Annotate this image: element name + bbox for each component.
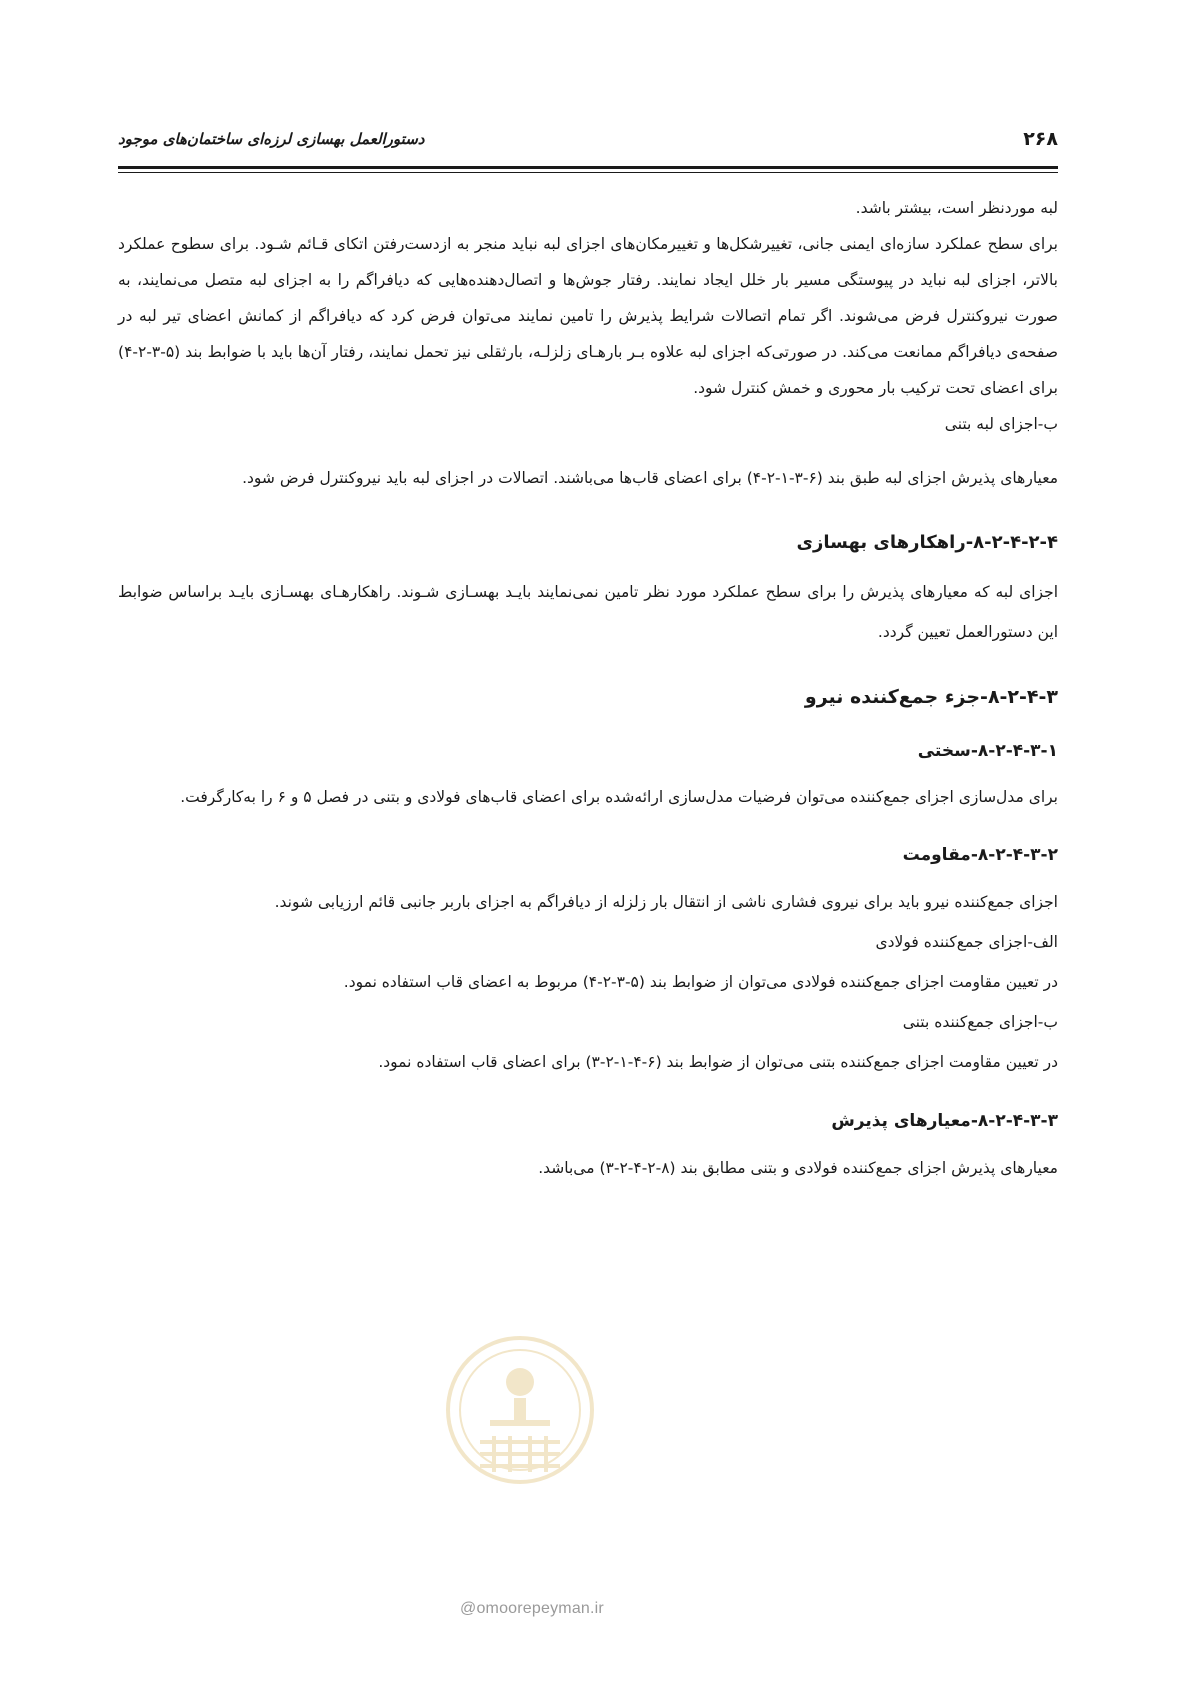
paragraph: اجزای لبه که معیارهای پذیرش را برای سطح عملکرد مورد نظر تامین نمی‌نمایند بایـد بهسـازی شـوند. راهکارهـای بهسـازی بایـد براساس ضوابط این دستورالعمل تعیین گردد. <box>118 583 1058 641</box>
page-header <box>118 128 1058 158</box>
watermark-seal-icon <box>440 1300 600 1550</box>
paragraph: اجزای جمع‌کننده نیرو باید برای نیروی فشاری ناشی از انتقال بار زلزله از دیافراگم به اجزای باربر جانبی قائم ارزیابی شوند. <box>274 893 1058 911</box>
header-rule-thick <box>118 166 1058 169</box>
subsection-heading: ۸-۲-۴-۳-۳-معیارهای پذیرش <box>831 1111 1058 1131</box>
list-item: الف-اجزای جمع‌کننده فولادی <box>875 933 1058 951</box>
list-item: ب-اجزای جمع‌کننده بتنی <box>902 1013 1058 1031</box>
paragraph: لبه موردنظر است، بیشتر باشد. <box>855 199 1058 217</box>
paragraph: معیارهای پذیرش اجزای جمع‌کننده فولادی و بتنی مطابق بند (۸-۲-۴-۲-۳) می‌باشد. <box>538 1159 1058 1177</box>
paragraph: در تعیین مقاومت اجزای جمع‌کننده فولادی می‌توان از ضوابط بند (۵-۳-۲-۴) مربوط به اعضای قاب استفاده نمود. <box>343 973 1058 991</box>
subsection-heading: ۸-۲-۴-۳-۲-مقاومت <box>902 845 1058 865</box>
watermark-url: @omoorepeyman.ir <box>460 1600 604 1617</box>
section-heading: ۸-۲-۴-۲-۴-راهکارهای بهسازی <box>796 532 1058 553</box>
paragraph: در تعیین مقاومت اجزای جمع‌کننده بتنی می‌توان از ضوابط بند (۶-۴-۱-۲-۳) برای اعضای قاب استفاده نمود. <box>378 1053 1058 1071</box>
paragraph: معیارهای پذیرش اجزای لبه طبق بند (۶-۳-۱-۲-۴) برای اعضای قاب‌ها می‌باشند. اتصالات در اجزای لبه باید نیروکنترل فرض شود. <box>242 469 1058 487</box>
subsection-heading: ۸-۲-۴-۳-۱-سختی <box>917 741 1058 761</box>
paragraph: برای مدل‌سازی اجزای جمع‌کننده می‌توان فرضیات مدل‌سازی ارائه‌شده برای اعضای قاب‌های فولادی و بتنی در فصل ۵ و ۶ را به‌کارگرفت. <box>180 788 1058 806</box>
page-body <box>118 190 1058 1188</box>
list-item: ب-اجزای لبه بتنی <box>944 415 1058 433</box>
header-rule-thin <box>118 172 1058 173</box>
page-number: ۲۶۸ <box>1023 128 1058 150</box>
section-heading: ۸-۲-۴-۳-جزء جمع‌کننده نیرو <box>804 686 1058 708</box>
running-title: دستورالعمل بهسازی لرزه‌ای ساختمان‌های موجود <box>118 130 425 148</box>
paragraph: برای سطح عملکرد سازه‌ای ایمنی جانی، تغییرشکل‌ها و تغییرمکان‌های اجزای لبه نباید منجر به ازدست‌رفتن اتکای قـائم شـود. برای سطوح عملکرد بالاتر، اجزای لبه نباید در پیوستگی مسیر بار خلل ایجاد نمایند. رفتار جوش‌ها و اتصال‌دهنده‌هایی که دیافراگم را به اجزای لبه متصل می‌نمایند، به صورت نیروکنترل فرض می‌شوند. اگر تمام اتصالات شرایط پذیرش را تامین نمایند می‌توان فرض کرد که دیافراگم از کمانش اعضای تیر لبه در صفحه‌ی دیافراگم ممانعت می‌کند. در صورتی‌که اجزای لبه علاوه بـر بارهـای زلزلـه، بارثقلی نیز تحمل نمایند، رفتار آن‌ها باید با ضوابط بند (۵-۳-۲-۴) برای اعضای تحت ترکیب بار محوری و خمش کنترل شود. <box>118 235 1058 397</box>
